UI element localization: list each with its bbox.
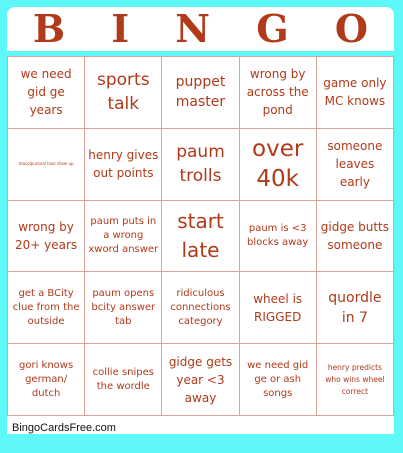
brand-watermark: BingoCardsFree.com xyxy=(12,422,116,434)
footer xyxy=(7,416,394,434)
header-letter-n: N xyxy=(175,6,211,51)
bingo-cell[interactable]: wrong by across the pond xyxy=(240,57,317,129)
bingo-cell[interactable]: someone leaves early xyxy=(317,129,394,201)
bingo-cell[interactable]: we need gid ge years xyxy=(8,57,85,129)
bingo-cell[interactable]: wheel is RIGGED xyxy=(240,272,317,344)
bingo-cell[interactable]: ridiculous connections category xyxy=(162,272,239,344)
header-letter-b: B xyxy=(33,6,66,51)
bingo-cell[interactable]: over 40k xyxy=(240,129,317,201)
bingo-cell[interactable]: get a BCity clue from the outside xyxy=(8,272,85,344)
bingo-cell[interactable]: collie snipes the wordle xyxy=(85,344,162,416)
bingo-cell[interactable]: game only MC knows xyxy=(317,57,394,129)
bingo-cell[interactable]: gidge gets year <3 away xyxy=(162,344,239,416)
bingo-header xyxy=(7,7,394,51)
bingo-cell[interactable]: henry predicts who wins wheel correct xyxy=(317,344,394,416)
bingo-cell[interactable]: paum trolls xyxy=(162,129,239,201)
bingo-cell[interactable]: quordle in 7 xyxy=(317,272,394,344)
bingo-cell[interactable]: gidge butts someone xyxy=(317,201,394,273)
header-letter-g: G xyxy=(256,6,289,51)
header-letter-o: O xyxy=(334,6,368,51)
bingo-cell[interactable]: paum is <3 blocks away xyxy=(240,201,317,273)
bingo-cell[interactable]: gori knows german/ dutch xyxy=(8,344,85,416)
header-letter-i: I xyxy=(111,6,130,51)
bingo-cell[interactable]: we need gid ge or ash songs xyxy=(240,344,317,416)
bingo-cell[interactable]: henry gives out points xyxy=(85,129,162,201)
bingo-board xyxy=(7,56,394,416)
bingo-cell[interactable]: macolpurenal lavo show up xyxy=(8,129,85,201)
bingo-cell[interactable]: paum opens bcity answer tab xyxy=(85,272,162,344)
bingo-cell[interactable]: wrong by 20+ years xyxy=(8,201,85,273)
bingo-cell[interactable]: puppet master xyxy=(162,57,239,129)
bingo-cell[interactable]: paum puts in a wrong xword answer xyxy=(85,201,162,273)
bingo-cell[interactable]: sports talk xyxy=(85,57,162,129)
bingo-cell[interactable]: start late xyxy=(162,201,239,273)
